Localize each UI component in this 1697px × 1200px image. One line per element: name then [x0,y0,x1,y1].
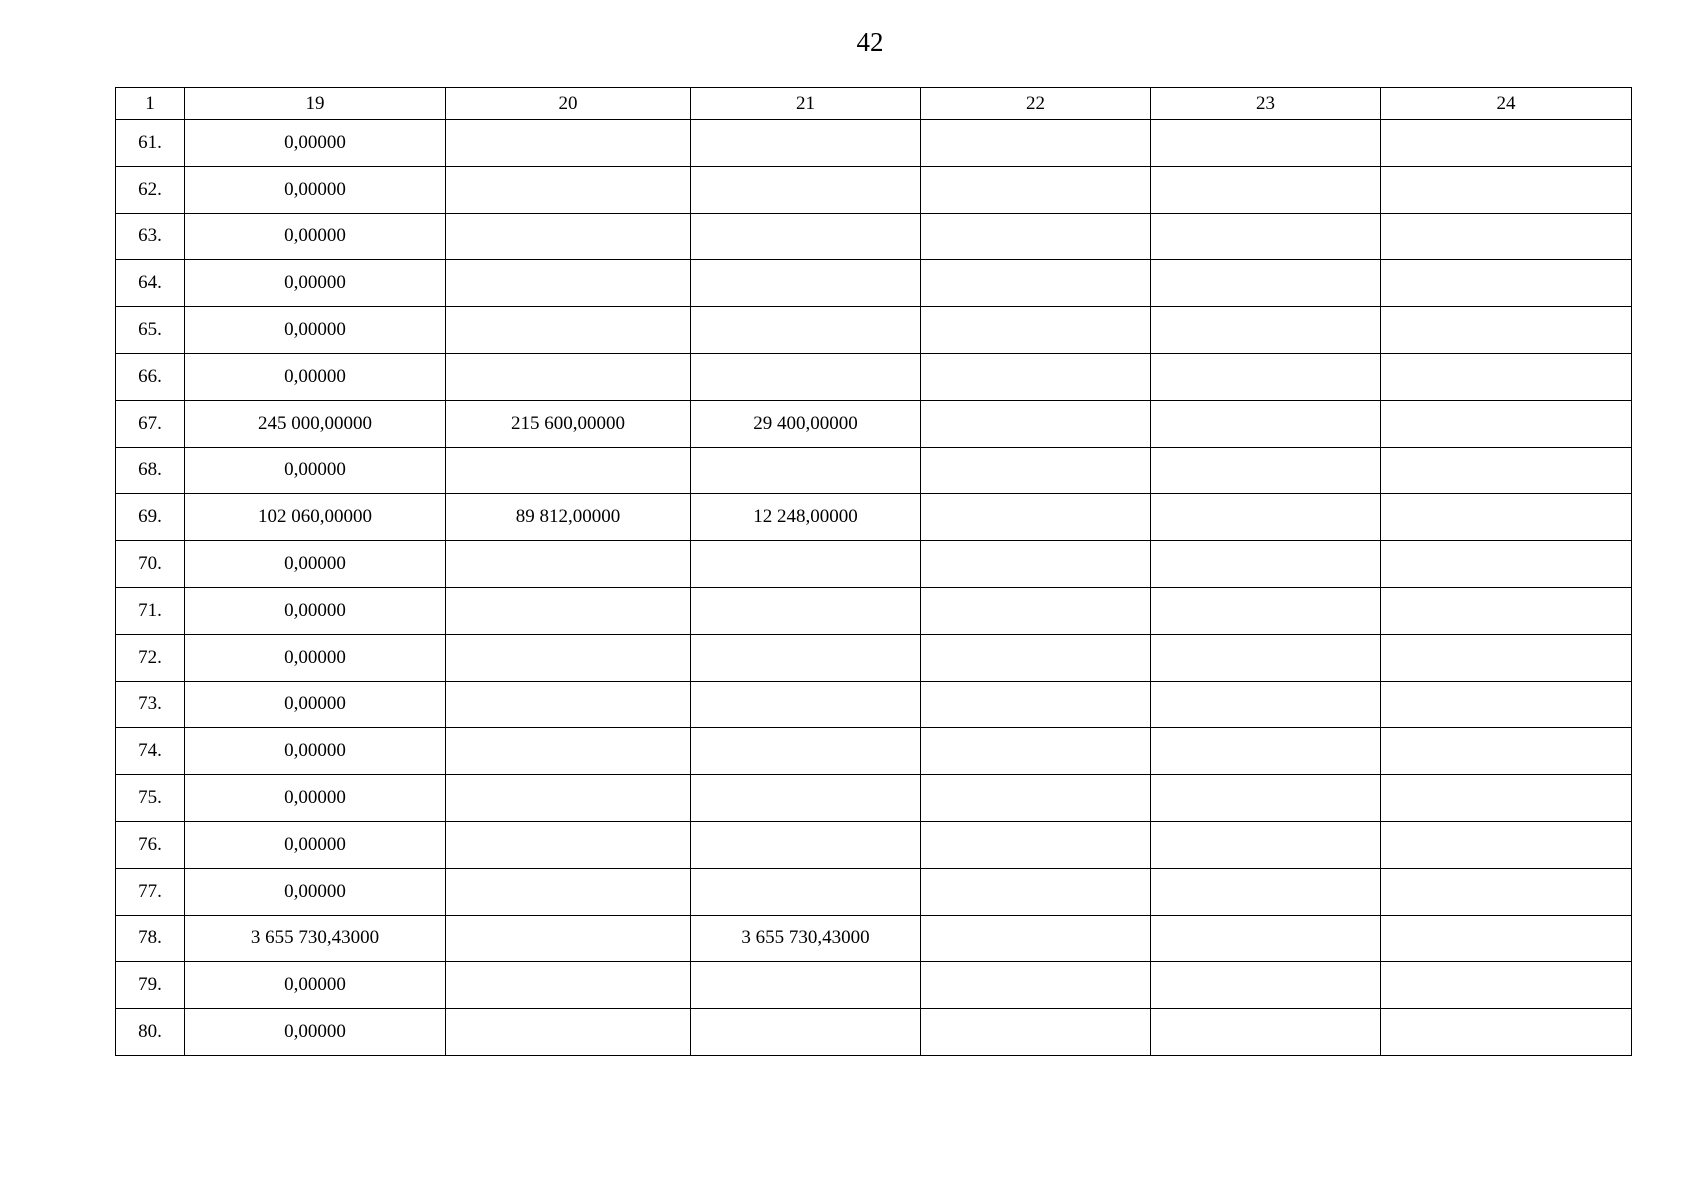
table-cell [691,868,921,915]
table-cell [446,775,691,822]
table-row [116,821,1632,868]
column-header: 22 [921,88,1151,120]
table-cell [691,587,921,634]
table-cell: 0,00000 [185,447,446,494]
table-cell [921,447,1151,494]
table-cell [446,447,691,494]
table-cell: 0,00000 [185,634,446,681]
table-cell [446,120,691,167]
table-cell [1381,868,1632,915]
table-cell: 0,00000 [185,120,446,167]
table-cell [691,213,921,260]
row-number-cell: 65. [116,307,185,354]
table-cell [1151,213,1381,260]
table-cell [1381,307,1632,354]
row-number-cell: 77. [116,868,185,915]
table-cell [921,353,1151,400]
table-cell: 0,00000 [185,307,446,354]
table-cell [1151,166,1381,213]
table-cell [921,213,1151,260]
table-row [116,775,1632,822]
table-cell [1151,120,1381,167]
table-cell [1381,915,1632,962]
table-cell: 0,00000 [185,541,446,588]
row-number-cell: 63. [116,213,185,260]
table-cell [1151,400,1381,447]
row-number-cell: 68. [116,447,185,494]
table-cell [1151,915,1381,962]
table-cell [446,821,691,868]
table-cell [1151,821,1381,868]
table-cell [1151,1009,1381,1056]
table-cell [691,166,921,213]
table-cell [921,1009,1151,1056]
table-cell [1151,587,1381,634]
table-cell [1381,821,1632,868]
table-cell [1381,541,1632,588]
table-cell [691,260,921,307]
table-cell [1151,260,1381,307]
row-number-cell: 62. [116,166,185,213]
table-row [116,1009,1632,1056]
table-cell [1381,634,1632,681]
table-cell [921,400,1151,447]
table-cell [446,1009,691,1056]
table-cell [921,728,1151,775]
table-cell: 0,00000 [185,681,446,728]
table-cell [691,821,921,868]
table-row [116,166,1632,213]
table-cell [446,634,691,681]
row-number-cell: 70. [116,541,185,588]
table-cell: 102 060,00000 [185,494,446,541]
table-cell: 0,00000 [185,213,446,260]
table-cell [1381,353,1632,400]
table-cell [1381,775,1632,822]
table-row [116,915,1632,962]
table-cell: 3 655 730,43000 [691,915,921,962]
table-cell: 0,00000 [185,587,446,634]
table-cell [691,681,921,728]
column-header: 23 [1151,88,1381,120]
table-cell [1381,400,1632,447]
table-header-row [116,88,1632,120]
table-cell [446,307,691,354]
row-number-cell: 76. [116,821,185,868]
table-cell [691,1009,921,1056]
table-cell [446,587,691,634]
table-cell [921,634,1151,681]
column-header: 24 [1381,88,1632,120]
table-cell [921,868,1151,915]
column-header: 20 [446,88,691,120]
row-number-cell: 75. [116,775,185,822]
table-cell [1151,775,1381,822]
table-cell [921,587,1151,634]
table-cell: 3 655 730,43000 [185,915,446,962]
table-cell: 0,00000 [185,821,446,868]
table-cell [446,353,691,400]
table-cell: 245 000,00000 [185,400,446,447]
table-row [116,400,1632,447]
table-cell [691,353,921,400]
table-cell [1381,166,1632,213]
table-cell [1381,260,1632,307]
table-cell [446,962,691,1009]
table-cell [921,915,1151,962]
table-cell: 0,00000 [185,1009,446,1056]
table-row [116,962,1632,1009]
table-cell [446,915,691,962]
table-cell [1381,213,1632,260]
table-cell [446,681,691,728]
table-row [116,728,1632,775]
table-cell: 0,00000 [185,728,446,775]
table-cell [921,821,1151,868]
table-body [116,88,1632,1056]
table-cell [1151,494,1381,541]
table-cell [1151,353,1381,400]
table-cell [921,260,1151,307]
table-row [116,260,1632,307]
table-cell [446,166,691,213]
table-cell [1381,120,1632,167]
row-number-cell: 78. [116,915,185,962]
row-number-cell: 67. [116,400,185,447]
table-cell [1151,447,1381,494]
table-cell [921,541,1151,588]
table-row [116,120,1632,167]
table-cell: 0,00000 [185,166,446,213]
table-cell: 89 812,00000 [446,494,691,541]
row-number-cell: 73. [116,681,185,728]
table-cell [691,775,921,822]
table-cell [446,728,691,775]
table-cell [1381,681,1632,728]
row-number-cell: 69. [116,494,185,541]
table-cell [446,868,691,915]
table-cell [691,447,921,494]
table-cell [921,775,1151,822]
table-row [116,681,1632,728]
table-row [116,213,1632,260]
table-row [116,353,1632,400]
table-row [116,307,1632,354]
table-cell [446,541,691,588]
table-cell [446,260,691,307]
table-cell [1151,634,1381,681]
table-cell [691,962,921,1009]
table-cell [1151,681,1381,728]
table-cell: 215 600,00000 [446,400,691,447]
data-table [115,87,1632,1056]
table-cell: 0,00000 [185,962,446,1009]
table-cell [1151,307,1381,354]
table-row [116,868,1632,915]
table-cell [1151,868,1381,915]
table-cell [691,120,921,167]
table-cell [921,307,1151,354]
table-cell [1381,962,1632,1009]
table-cell: 12 248,00000 [691,494,921,541]
table-cell [691,541,921,588]
table-cell [921,494,1151,541]
table-row [116,634,1632,681]
table-cell [1151,728,1381,775]
table-cell [691,307,921,354]
table-cell [446,213,691,260]
table-cell [691,634,921,681]
row-number-cell: 66. [116,353,185,400]
table-cell [921,681,1151,728]
row-number-cell: 72. [116,634,185,681]
table-cell [921,120,1151,167]
column-header: 21 [691,88,921,120]
table-cell [1151,962,1381,1009]
table-cell [921,962,1151,1009]
row-number-cell: 61. [116,120,185,167]
table-cell [1381,728,1632,775]
table-cell: 29 400,00000 [691,400,921,447]
row-number-cell: 79. [116,962,185,1009]
table-cell [921,166,1151,213]
table-cell [1381,587,1632,634]
row-number-cell: 64. [116,260,185,307]
table-cell [691,728,921,775]
table-cell: 0,00000 [185,775,446,822]
row-number-cell: 74. [116,728,185,775]
table-cell: 0,00000 [185,353,446,400]
page-number: 42 [856,27,884,57]
table-cell [1151,541,1381,588]
table-cell [1381,1009,1632,1056]
table-row [116,541,1632,588]
row-number-cell: 80. [116,1009,185,1056]
row-number-cell: 71. [116,587,185,634]
column-header: 1 [116,88,185,120]
column-header: 19 [185,88,446,120]
table-cell [1381,447,1632,494]
table-cell: 0,00000 [185,260,446,307]
table-row [116,494,1632,541]
table-cell [1381,494,1632,541]
table-cell: 0,00000 [185,868,446,915]
table-row [116,447,1632,494]
table-row [116,587,1632,634]
